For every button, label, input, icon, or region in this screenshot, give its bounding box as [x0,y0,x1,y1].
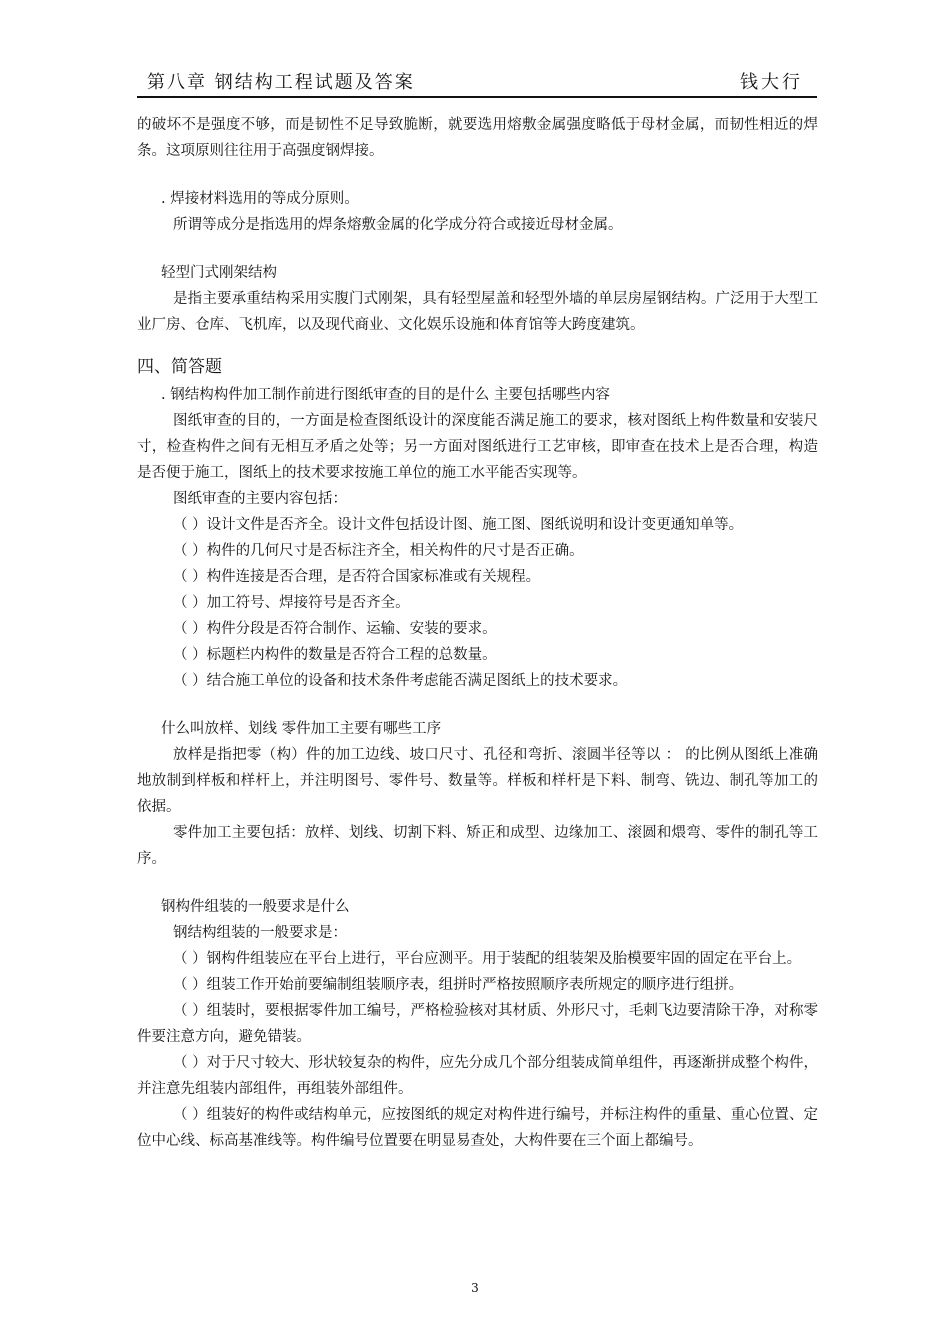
paragraph: （ ）构件的几何尺寸是否标注齐全，相关构件的尺寸是否正确。 [173,543,584,559]
paragraph: （ ）构件分段是否符合制作、运输、安装的要求。 [173,621,497,637]
paragraph-spacer [137,238,818,260]
paragraph: 钢构件组装的一般要求是什么 [161,899,350,915]
paragraph: . 焊接材料选用的等成分原则。 [161,191,359,207]
paragraph: （ ）结合施工单位的设备和技术条件考虑能否满足图纸上的技术要求。 [173,673,628,689]
paragraph: （ ）组装好的构件或结构单元，应按图纸的规定对构件进行编号，并标注构件的重量、重心位置、定位中心线、标高基准线等。构件编号位置要在明显易查处，大构件要在三个面上都编号。 [137,1107,818,1149]
paragraph: 是指主要承重结构采用实腹门式刚架，具有轻型屋盖和轻型外墙的单层房屋钢结构。广泛用于大型工业厂房、仓库、飞机库，以及现代商业、文化娱乐设施和体育馆等大跨度建筑。 [137,291,818,333]
paragraph: （ ）标题栏内构件的数量是否符合工程的总数量。 [173,647,497,663]
paragraph: （ ）组装工作开始前要编制组装顺序表，组拼时严格按照顺序表所规定的顺序进行组拼。 [173,977,744,993]
paragraph: 图纸审查的主要内容包括： [173,491,347,507]
paragraph-spacer [137,694,818,716]
paragraph: （ ）构件连接是否合理，是否符合国家标准或有关规程。 [173,569,541,585]
paragraph: 钢结构组装的一般要求是： [173,925,347,941]
paragraph: 的破坏不是强度不够，而是韧性不足导致脆断，就要选用熔敷金属强度略低于母材金属，而韧性相近的焊条。这项原则往往用于高强度钢焊接。 [137,117,818,159]
page-number: 3 [471,1281,479,1295]
paragraph: . 钢结构构件加工制作前进行图纸审查的目的是什么 主要包括哪些内容 [161,387,610,403]
paragraph: 所谓等成分是指选用的焊条熔敷金属的化学成分符合或接近母材金属。 [173,217,623,233]
section-heading: 四、简答题 [137,357,222,377]
paragraph: 什么叫放样、划线 零件加工主要有哪些工序 [161,721,442,737]
paragraph: （ ）钢构件组装应在平台上进行，平台应测平。用于装配的组装架及胎模要牢固的固定在平台上。 [173,951,802,967]
paragraph: 放样是指把零（构）件的加工边线、坡口尺寸、孔径和弯折、滚圆半径等以 ： 的比例从图纸上准确地放制到样板和样杆上，并注明图号、零件号、数量等。样板和样杆是下料、制弯、铣边、制孔等加工的依据。 [137,747,818,815]
paragraph: （ ）组装时，要根据零件加工编号，严格检验核对其材质、外形尺寸，毛刺飞边要清除干净，对称零件要注意方向，避免错装。 [137,1003,818,1045]
paragraph: （ ）设计文件是否齐全。设计文件包括设计图、施工图、图纸说明和设计变更通知单等。 [173,517,744,533]
paragraph-spacer [137,872,818,894]
paragraph: 零件加工主要包括：放样、划线、切割下料、矫正和成型、边缘加工、滚圆和煨弯、零件的制孔等工序。 [137,825,818,867]
chapter-title: 第八章 钢结构工程试题及答案 [147,72,415,93]
paragraph: 图纸审查的目的，一方面是检查图纸设计的深度能否满足施工的要求，核对图纸上构件数量和安装尺寸，检查构件之间有无相互矛盾之处等；另一方面对图纸进行工艺审核，即审查在技术上是否合理，构造是否便于施工，图纸上的技术要求按施工单位的施工水平能否实现等。 [137,413,818,481]
paragraph: （ ）对于尺寸较大、形状较复杂的构件，应先分成几个部分组装成简单组件，再逐渐拼成整个构件，并注意先组装内部组件，再组装外部组件。 [137,1055,818,1097]
paragraph-spacer [137,164,818,186]
paragraph: 轻型门式刚架结构 [161,265,277,281]
paragraph: （ ）加工符号、焊接符号是否齐全。 [173,595,410,611]
document-body [137,112,818,1154]
author-name: 钱大行 [740,72,803,93]
page-header [137,62,817,98]
